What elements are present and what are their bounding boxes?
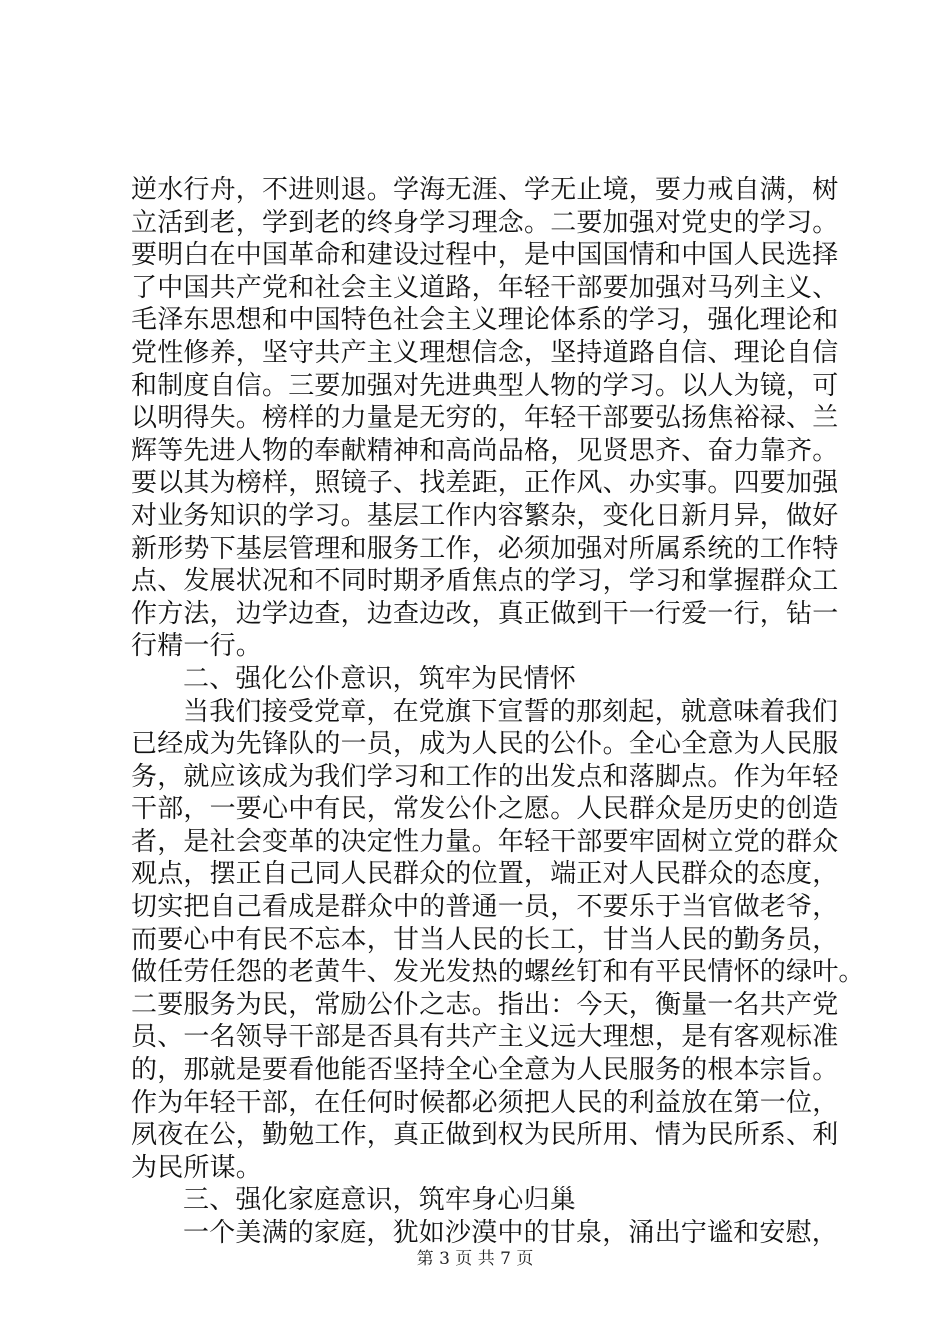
text-line: 对业务知识的学习。基层工作内容繁杂，变化日新月异，做好 (131, 500, 839, 531)
text-line: 和制度自信。三要加强对先进典型人物的学习。以人为镜，可 (131, 370, 839, 401)
text-line: 观点，摆正自己同人民群众的位置，端正对人民群众的态度， (131, 859, 839, 890)
paragraph-start: 一个美满的家庭，犹如沙漠中的甘泉，涌出宁谧和安慰， (183, 1218, 839, 1248)
paragraph-start: 当我们接受党章，在党旗下宣誓的那刻起，就意味着我们 (183, 696, 839, 727)
text-line: 务，就应该成为我们学习和工作的出发点和落脚点。作为年轻 (131, 761, 839, 792)
text-line: 切实把自己看成是群众中的普通一员，不要乐于当官做老爷， (131, 892, 839, 923)
text-line: 点、发展状况和不同时期矛盾焦点的学习，学习和掌握群众工 (131, 566, 839, 597)
text-line: 员、一名领导干部是否具有共产主义远大理想，是有客观标准 (131, 1022, 839, 1053)
text-line: 二要服务为民，常励公仆之志。指出：今天，衡量一名共产党 (131, 989, 839, 1020)
text-line: 做任劳任怨的老黄牛、发光发热的螺丝钉和有平民情怀的绿叶。 (131, 957, 865, 988)
text-line: 毛泽东思想和中国特色社会主义理论体系的学习，强化理论和 (131, 305, 839, 336)
text-line: 作方法，边学边查，边查边改，真正做到干一行爱一行，钻一 (131, 598, 839, 629)
text-line: 而要心中有民不忘本，甘当人民的长工，甘当人民的勤务员， (131, 924, 839, 955)
section-heading: 三、强化家庭意识，筑牢身心归巢 (183, 1185, 577, 1216)
text-line: 夙夜在公，勤勉工作，真正做到权为民所用、情为民所系、利 (131, 1120, 839, 1151)
text-line: 作为年轻干部，在任何时候都必须把人民的利益放在第一位， (131, 1087, 839, 1118)
section-heading: 二、强化公仆意识，筑牢为民情怀 (183, 663, 577, 694)
text-line: 者，是社会变革的决定性力量。年轻干部要牢固树立党的群众 (131, 826, 839, 857)
text-line: 新形势下基层管理和服务工作，必须加强对所属系统的工作特 (131, 533, 839, 564)
text-line: 要以其为榜样，照镜子、找差距，正作风、办实事。四要加强 (131, 468, 839, 499)
text-line: 以明得失。榜样的力量是无穷的，年轻干部要弘扬焦裕禄、兰 (131, 403, 839, 434)
text-line: 辉等先进人物的奉献精神和高尚品格，见贤思齐、奋力靠齐。 (131, 435, 839, 466)
text-line: 要明白在中国革命和建设过程中，是中国国情和中国人民选择 (131, 240, 839, 271)
text-line: 干部，一要心中有民，常发公仆之愿。人民群众是历史的创造 (131, 794, 839, 825)
text-line: 的，那就是要看他能否坚持全心全意为人民服务的根本宗旨。 (131, 1055, 839, 1086)
body-text (131, 174, 865, 1250)
text-line: 了中国共产党和社会主义道路，年轻干部要加强对马列主义、 (131, 272, 839, 303)
page-footer: 第 3 页 共 7 页 (416, 1249, 534, 1269)
text-line: 为民所谋。 (131, 1152, 263, 1183)
text-line: 立活到老，学到老的终身学习理念。二要加强对党史的学习。 (131, 207, 839, 238)
text-line: 党性修养，坚守共产主义理想信念，坚持道路自信、理论自信 (131, 337, 839, 368)
text-line: 行精一行。 (131, 631, 263, 662)
text-line: 逆水行舟，不进则退。学海无涯、学无止境，要力戒自满，树 (131, 175, 839, 205)
text-line: 已经成为先锋队的一员，成为人民的公仆。全心全意为人民服 (131, 729, 839, 760)
